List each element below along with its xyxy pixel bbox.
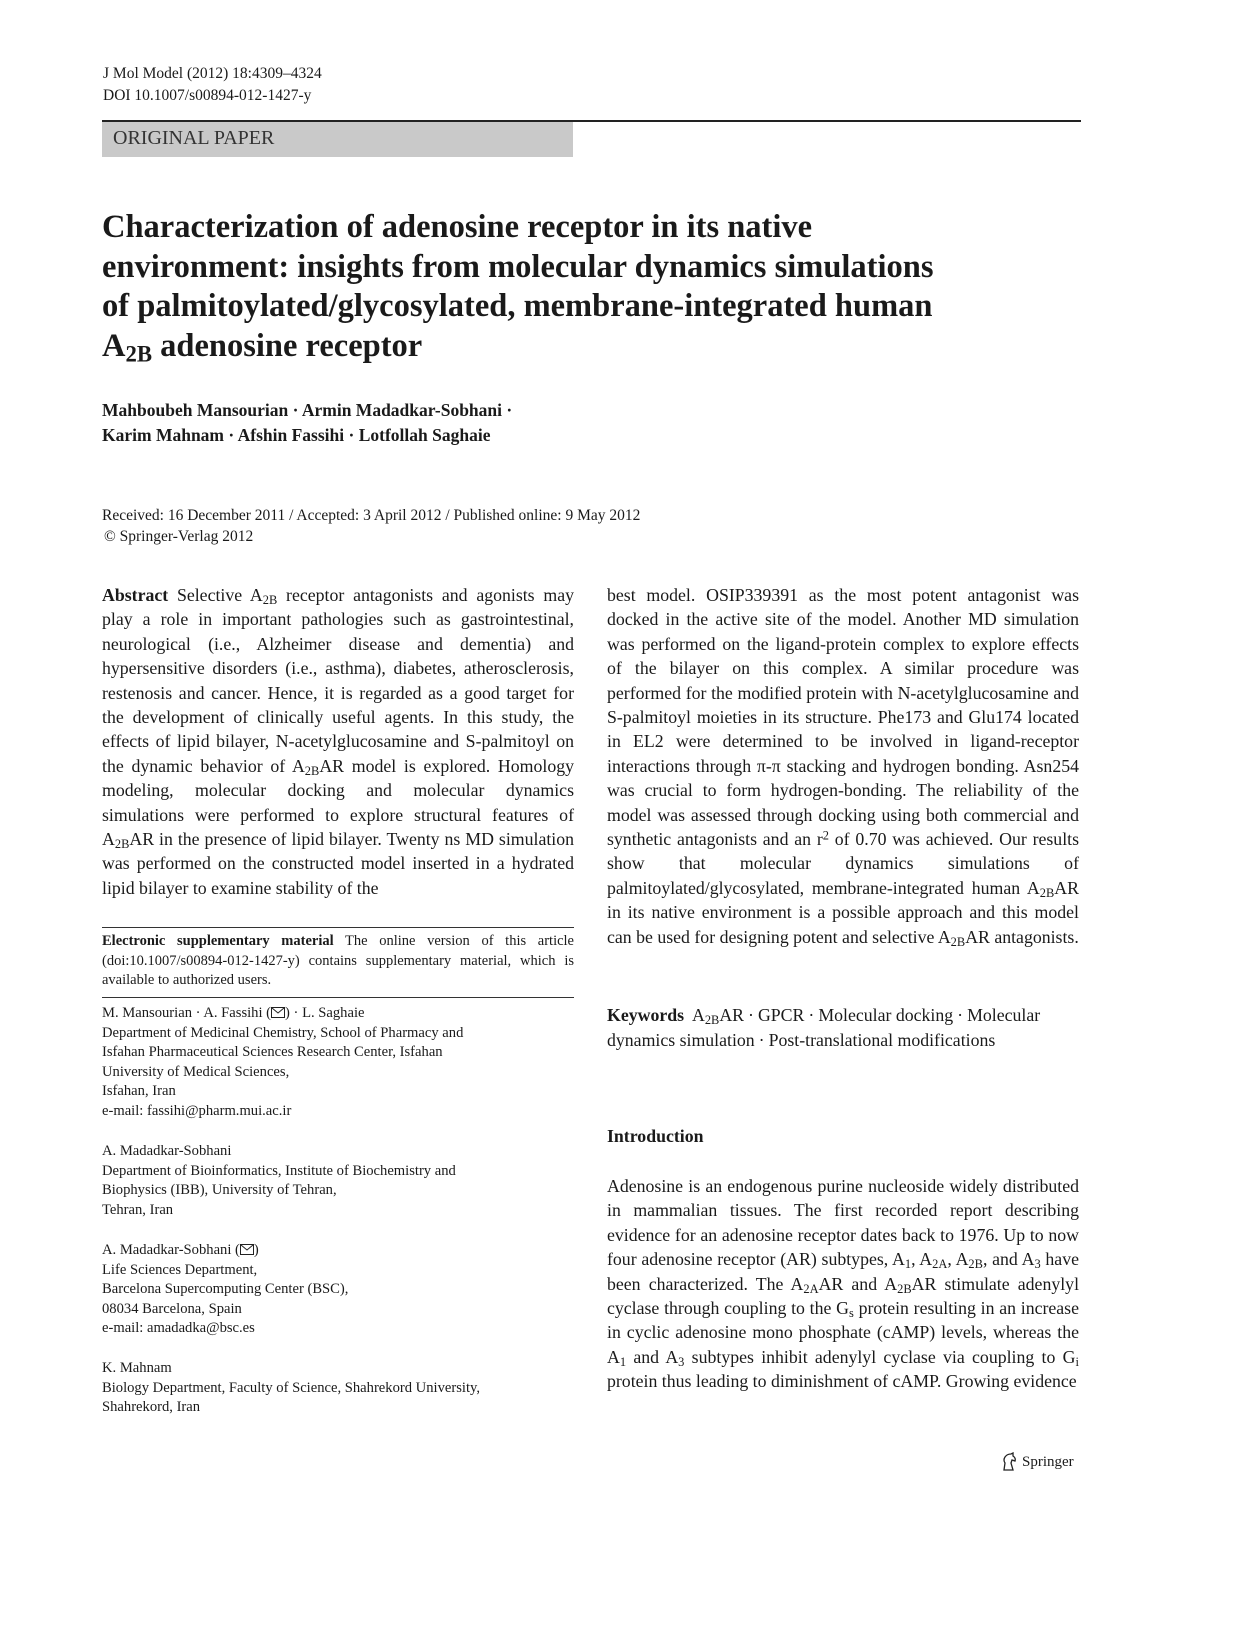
keywords	[607, 1003, 1079, 1053]
author-line: Mahboubeh Mansourian · Armin Madadkar-Sobhani ·	[102, 400, 513, 420]
keyword: $A_{2B}AR$	[691, 1005, 745, 1028]
publisher-mark	[1000, 1451, 1074, 1473]
article-type-banner: ORIGINAL PAPER	[102, 122, 573, 157]
affiliation	[102, 1241, 574, 1339]
keyword-separator: ·	[748, 1005, 754, 1025]
affiliation-line: Tehran, Iran	[102, 1201, 174, 1218]
keywords-label: Keywords	[607, 1005, 685, 1025]
esm-top-rule	[102, 927, 574, 928]
title-line: $A_{2B}$ adenosine receptor	[102, 327, 423, 367]
envelope-icon	[271, 1007, 285, 1018]
abstract-label: Abstract	[102, 585, 169, 605]
keyword: Molecular dynamics simulation	[607, 1005, 1041, 1050]
affiliation-line: Biophysics (IBB), University of Tehran,	[102, 1182, 337, 1199]
keyword-separator: ·	[808, 1005, 815, 1025]
journal-citation-block	[103, 63, 322, 107]
article-history	[102, 505, 640, 547]
abstract-text: Abstract Selective $A_{2B}$ receptor antagonists and agonists may play a role in important pathologies such as gastrointestinal, neurological (i.e., Alzheimer disease and dementia) and hypersensitive disorders (i.e., asthma), diabetes, atherosclerosis, restenosis and cancer. Hence, it is regarded as a good target for the development of clinically useful agents. In this study, the effects of lipid bilayer, N-acetylglucosamine and S-palmitoyl on the dynamic behavior of $A_{2B}AR$ model is explored. Homology modeling, molecular docking and molecular dynamics simulations were performed to explore structural features of $A_{2B}AR$ in the presence of lipid bilayer. Twenty ns MD simulation was performed on the constructed model inserted in a hydrated lipid bilayer to examine stability of the	[102, 585, 575, 898]
affiliation-line: Barcelona Supercomputing Center (BSC),	[102, 1281, 349, 1298]
esm-label: Electronic supplementary material	[102, 933, 334, 949]
affiliation-line: Isfahan Pharmaceutical Sciences Research Center, Isfahan	[102, 1044, 443, 1061]
abstract-text-continued: best model. OSIP339391 as the most potent antagonist was docked in the active site of the model. Another MD simulation was performed on the ligand-protein complex to explore effects of the bilayer on this complex. A similar procedure was performed for the modified protein with N-acetylglucosamine and S-palmitoyl moieties in its structure. Phe173 and Glu174 located in EL2 were determined to be involved in ligand-receptor interactions through π-π stacking and hydrogen bonding. Asn254 was crucial to form hydrogen-bonding. The reliability of the model was assessed through docking using both commercial and synthetic antagonists and an $r^2$ of 0.70 was achieved. Our results show that molecular dynamics simulations of palmitoylated/glycosylated, membrane-integrated human $A_{2B}AR$ in its native environment is a possible approach and this model can be used for designing potent and selective $A_{2B}AR$ antagonists.	[607, 585, 1079, 949]
affiliation-line: Department of Medicinal Chemistry, School of Pharmacy and	[102, 1024, 464, 1041]
introduction-body	[607, 1174, 1079, 1394]
keyword-separator: ·	[957, 1005, 964, 1025]
paper-title	[102, 208, 1062, 366]
keyword: Molecular docking	[818, 1005, 954, 1025]
abstract-left-column	[102, 583, 574, 900]
abstract-right-column	[607, 583, 1079, 949]
keyword-separator: ·	[758, 1030, 765, 1050]
keyword: GPCR	[757, 1005, 805, 1025]
affiliation-line: University of Medical Sciences,	[102, 1063, 290, 1080]
journal-citation: J Mol Model (2012) 18:4309–4324	[103, 65, 322, 82]
affiliation	[102, 1359, 574, 1418]
affiliation	[102, 1004, 574, 1122]
affiliation-email[interactable]: e-mail: amadadka@bsc.es	[102, 1320, 255, 1337]
electronic-supplementary-material	[102, 932, 574, 991]
affiliation-line: 08034 Barcelona, Spain	[102, 1300, 242, 1317]
section-heading: Introduction	[607, 1126, 704, 1146]
author-line: Karim Mahnam · Afshin Fassihi · Lotfollah Saghaie	[102, 425, 491, 445]
affiliation-line: Biology Department, Faculty of Science, Shahrekord University,	[102, 1379, 480, 1396]
affiliation-email[interactable]: e-mail: fassihi@pharm.mui.ac.ir	[102, 1102, 292, 1119]
affiliation-names: A. Madadkar-Sobhani	[102, 1143, 232, 1159]
affiliation-names: M. Mansourian · A. Fassihi ( ) · L. Saghaie	[102, 1005, 365, 1021]
publisher-name: Springer	[1022, 1454, 1074, 1470]
title-line: of palmitoylated/glycosylated, membrane-integrated human	[102, 288, 933, 324]
title-line: Characterization of adenosine receptor in its native	[102, 209, 813, 245]
envelope-icon	[240, 1244, 254, 1255]
affiliation-names: A. Madadkar-Sobhani ( )	[102, 1242, 259, 1258]
title-line: environment: insights from molecular dynamics simulations	[102, 248, 934, 285]
springer-horse-icon	[1000, 1452, 1018, 1472]
esm-bottom-rule	[102, 997, 574, 998]
affiliation-line: Shahrekord, Iran	[102, 1399, 201, 1416]
affiliation	[102, 1142, 574, 1220]
esm-text: The online version of this article (doi:10.1007/s00894-012-1427-y) contains supplementary material, which is available to authorized users.	[102, 933, 574, 989]
history-dates: Received: 16 December 2011 / Accepted: 3 April 2012 / Published online: 9 May 2012	[102, 507, 641, 524]
affiliation-names: K. Mahnam	[102, 1360, 172, 1376]
keyword: Post-translational modifications	[768, 1030, 996, 1050]
introduction-paragraph: Adenosine is an endogenous purine nucleoside widely distributed in mammalian tissues. The first recorded report describing evidence for an adenosine receptor dates back to 1976. Up to now four adenosine receptor (AR) subtypes, $A_1$, $A_{2A}$, $A_{2B}$, and $A_3$ have been characterized. The $A_{2A}AR$ and $A_{2B}AR$ stimulate adenylyl cyclase through coupling to the $G_s$ protein resulting in an increase in cyclic adenosine mono phosphate (cAMP) levels, whereas the $A_1$ and $A_3$ subtypes inhibit adenylyl cyclase via coupling to $G_i$ protein thus leading to diminishment of cAMP. Growing evidence	[607, 1176, 1080, 1392]
affiliation-line: Life Sciences Department,	[102, 1261, 258, 1278]
affiliation-line: Isfahan, Iran	[102, 1083, 176, 1100]
affiliation-line: Department of Bioinformatics, Institute of Biochemistry and	[102, 1162, 456, 1179]
copyright: © Springer-Verlag 2012	[104, 528, 254, 545]
doi: DOI 10.1007/s00894-012-1427-y	[103, 87, 312, 104]
author-list	[102, 398, 512, 448]
